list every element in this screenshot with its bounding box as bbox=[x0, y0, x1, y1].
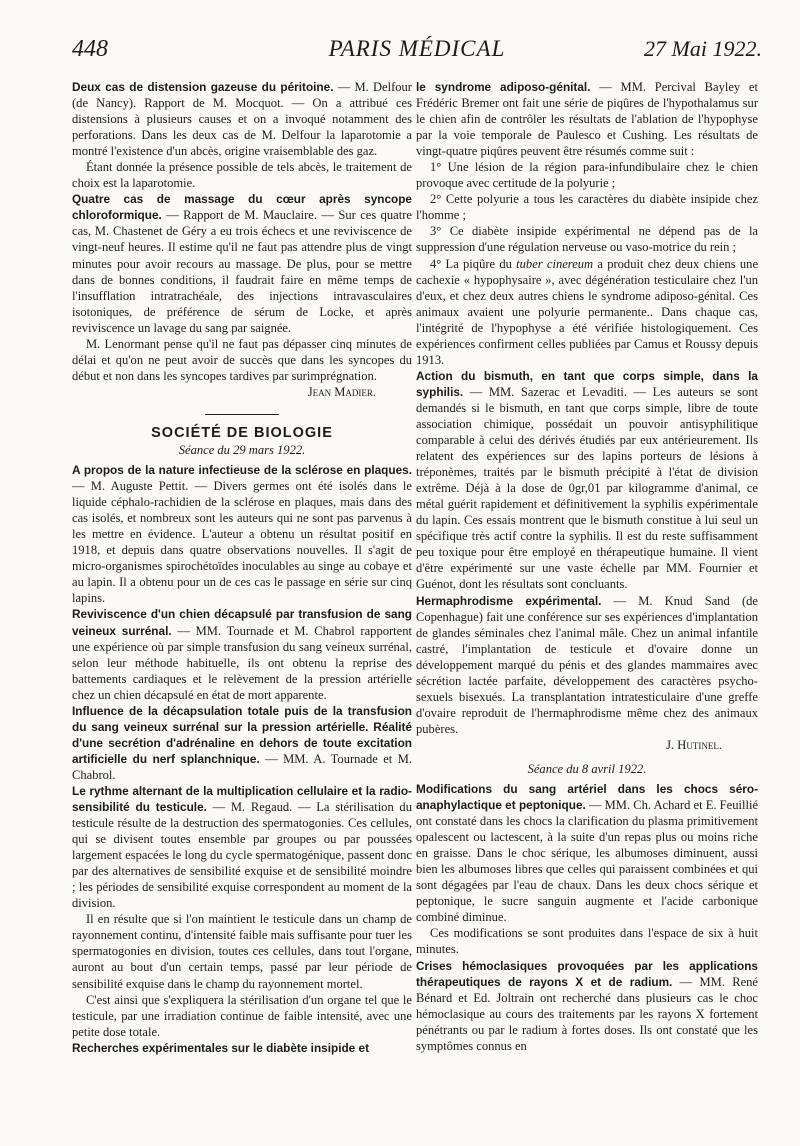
article-hermaphrodisme bbox=[416, 593, 758, 737]
article-title: Modifications du sang artériel dans les chocs séro-anaphylactique et peptonique. bbox=[416, 782, 758, 813]
article-title: le syndrome adiposo-génital. bbox=[416, 80, 591, 94]
article-crises-hemoclasiques bbox=[416, 958, 758, 1054]
article-body: — M. Regaud. — La stérilisation du testicule résulte de la destruction des spermatogonies. Ces cellules, qui se divisent toutes ensemble par groupes ou par poussées largement espacées le long du cycle spermatogénique, passent donc par des alternatives de sensibilité exquise et de sensibilité moindre ; les périodes de sensibilité exquise correspondent au moment de la division. bbox=[72, 800, 412, 911]
article-body: — MM. Tournade et M. Chabrol rapportent une expérience où par simple transfusion du sang veineux surrénal, selon leur méthode habituelle, ils ont obtenu la reprise des battements cardiaques et le relèvement de la pression artérielle chez un chien décapsulé en état de mort apparente. bbox=[72, 623, 412, 702]
article-reviviscence bbox=[72, 606, 412, 702]
article-sclerose bbox=[72, 462, 412, 606]
session-date: Séance du 29 mars 1922. bbox=[178, 442, 306, 457]
signature: Jean Madier. bbox=[307, 384, 376, 399]
article-diabete-start bbox=[72, 1040, 412, 1056]
article-body: — MM. Sazerac et Levaditi. — Les auteurs se sont demandés si le bismuth, en tant que corps simple, libre de toute association chimique, possédait un pouvoir antisyphilitique comparable à celui des dérivés étudiés par eux antérieurement. Ils relatent des expériences sur des lapins porteurs de lésions à tréponèmes, traités par le bismuth précipité à l'état de division extrême. Déjà à la dose de 0gr,01 par kilogramme d'animal, ce métal guérit rapidement et définitivement la syphilis expérimentale du lapin. Ces essais montrent que le bismuth constitue à lui seul un spécifique très actif contre la syphilis. Il est du reste suffisamment peu toxique pour être employé en thérapeutique humaine. Il vient d'être expérimenté sur une vaste échelle par MM. Fournier et Guénot, dont les résultats sont concluants. bbox=[416, 384, 758, 592]
section-title: SOCIÉTÉ DE BIOLOGIE bbox=[151, 424, 333, 441]
paragraph: C'est ainsi que s'expliquera la stérilisation d'un organe tel que le testicule, par une irradiation continue de faible intensité, avec une petite dose totale. bbox=[72, 992, 412, 1039]
article-title: Quatre cas de massage du cœur après syncope chloroformique. bbox=[72, 192, 412, 223]
right-column bbox=[416, 79, 758, 1054]
article-body: — M. Auguste Pettit. — Divers germes ont été isolés dans le liquide céphalo-rachidien de la sclérose en plaques, mais dans des cas isolés, et nombreux sont les auteurs qui ne sont pas parvenus à les mettre en évidence. L'auteur a obtenu un résultat positif en 1918, et depuis dans quatre observations nouvelles. Il s'agit de micro-organismes spirochétoïdes inoculables au singe au cobaye et au lapin. Il a obtenu pour un de ces cas le passage en série sur cinq lapins. bbox=[72, 479, 412, 606]
page-number: 448 bbox=[72, 36, 108, 62]
list-item: 3° Ce diabète insipide expérimental ne dépend pas de la suppression d'une régulation nerveuse ou vaso-motrice du rein ; bbox=[416, 224, 758, 255]
paragraph: Il en résulte que si l'on maintient le testicule dans un champ de rayonnement continu, d'intensité faible mais suffisante pour tuer les spermatogonies en division, toutes ces cellules, dans tout l'organe, auront au bout d'un certain temps, passé par leur période de sensibilité exquise dans le champ du rayonnement mortel. bbox=[72, 912, 412, 991]
article-title: Recherches expérimentales sur le diabète insipide et bbox=[72, 1040, 370, 1055]
article-body: — MM. A. Tournade et M. Chabrol. bbox=[72, 751, 412, 782]
article-body: — MM. Percival Bayley et Frédéric Bremer ont fait une série de piqûres de l'hypothalamus sur le chien afin de contrôler les résultats de l'ablation de l'hypophyse par la voie temporale de Paulesco et Cushing. Les résultats de vingt-quatre piqûres peuvent être résumés comme suit : bbox=[416, 80, 758, 159]
article-rythme bbox=[72, 783, 412, 911]
article-title: Reviviscence d'un chien décapsulé par transfusion de sang veineux surrénal. bbox=[72, 607, 412, 638]
article-body: — MM. René Bénard et Ed. Joltrain ont recherché dans plusieurs cas le choc hémoclasique au cours des traitements par les rayons X fortement pénétrants ou par le radium à fortes doses. Ils ont constaté que les symptômes connus en bbox=[416, 974, 758, 1053]
article-body: — M. Knud Sand (de Copenhague) fait une conférence sur ses expériences d'implantation de glandes séminales chez l'animal mâle. Chez un animal infantile castré, l'implantation de testicule et d'ovaire donne un développement marqué du pénis et des glandes mammaires avec sécrétion lactée parfaite, développement des caractères psycho-sexuels bisexués. La transplantation intratesticulaire d'une greffe d'ovaire reproduit de l'hermaphrodisme même chez des animaux pubères. bbox=[416, 593, 758, 736]
paragraph: Ces modifications se sont produites dans l'espace de six à huit minutes. bbox=[416, 926, 758, 957]
article-diabete bbox=[416, 79, 758, 159]
article-sang-arteriel bbox=[416, 781, 758, 925]
list-item-text: 4° La piqûre du bbox=[430, 256, 517, 271]
article-title: Le rythme alternant de la multiplication cellulaire et la radio-sensibilité du testicule. bbox=[72, 783, 412, 815]
page-header bbox=[72, 36, 762, 72]
list-item: 2° Cette polyurie a tous les caractères du diabète insipide chez l'homme ; bbox=[416, 192, 758, 223]
issue-date: 27 Mai 1922. bbox=[644, 36, 762, 61]
article-body: — M. Delfour (de Nancy). Rapport de M. Mocquot. — On a attribué ces distensions à plusieurs causes et on a invoqué notamment des perforations. Dans les deux cas de M. Delfour la laparotomie a montré l'existence d'un abcès, origine vraisemblable des gaz. bbox=[72, 80, 412, 159]
article-decapsulation bbox=[72, 703, 412, 783]
list-item-text: a produit chez deux chiens une cachexie « hypophysaire », avec dégénération testiculaire chez l'un d'eux, et chez deux autres chiens le syndrome adiposo-génital. Ces animaux avaient une polyurie permanente.. Dans chaque cas, l'intégrité de l'hypophyse a été vérifiée histologiquement. Ces expériences confirment celles publiées par Camus et Roussy depuis 1913. bbox=[416, 256, 759, 367]
article-body: — Rapport de M. Mauclaire. — Sur ces quatre cas, M. Chastenet de Géry a eu trois échecs et une reviviscence de vingt-neuf heures. Il estime qu'il ne faut pas attendre plus de vingt minutes pour avoir recours au massage. De plus, pour se mettre dans de bonnes conditions, il faudrait faire en même temps de l'insufflation intratrachéale, des injections intravasculaires isotoniques, de préférence de sérum de Locke, et après reviviscence un lavage du sang par saignée. bbox=[72, 208, 412, 335]
article-title: Hermaphrodisme expérimental. bbox=[416, 593, 602, 608]
article-bismuth bbox=[416, 368, 758, 593]
article-body: — MM. Ch. Achard et E. Feuillié ont constaté dans les chocs la clarification du plasma primitivement opalescent ou lactescent, à la suite d'un repas plus ou moins riche en graisse. Dans le choc sérique, les albumoses diminuent, aussi bien les albumoses libres que celles qui paraissent combinées et qui sont dégagées par l'eau de chaux. Dans les deux chocs sérique et peptonique, le sucre sanguin augmente et l'acide carbonique combiné diminue. bbox=[416, 798, 759, 925]
article-title: Crises hémoclasiques provoquées par les applications thérapeutiques de rayons X et de radium. bbox=[416, 958, 758, 989]
paragraph: M. Lenormant pense qu'il ne faut pas dépasser cinq minutes de délai et qu'on ne peut avoir de succès que dans les syncopes du début et non dans les syncopes tardives par surimprégnation. bbox=[72, 336, 412, 383]
article-massage-coeur bbox=[72, 191, 412, 335]
journal-title: PARIS MÉDICAL bbox=[328, 36, 506, 61]
section-divider bbox=[205, 414, 279, 415]
article-delfour bbox=[72, 79, 412, 159]
article-title: Action du bismuth, en tant que corps simple, dans la syphilis. bbox=[416, 368, 758, 399]
list-item-italic: tuber cinereum bbox=[516, 256, 594, 271]
list-item: 1° Une lésion de la région para-infundibulaire chez le chien provoque avec certitude de la polyurie ; bbox=[416, 160, 758, 191]
session-date: Séance du 8 avril 1922. bbox=[527, 761, 647, 776]
left-column bbox=[72, 79, 412, 1056]
signature: J. Hutinel. bbox=[666, 737, 722, 752]
paragraph: Étant donnée la présence possible de tels abcès, le traitement de choix est la laparotomie. bbox=[72, 160, 412, 191]
article-title: Deux cas de distension gazeuse du péritoine. bbox=[72, 80, 334, 94]
list-item bbox=[416, 256, 758, 368]
article-title: A propos de la nature infectieuse de la sclérose en plaques. bbox=[72, 463, 412, 478]
article-title: Influence de la décapsulation totale puis de la transfusion du sang veineux surrénal sur la pression artérielle. Réalité d'une secrétion d'adrénaline en dehors de toute excitation artificielle du nerf splanchnique. bbox=[72, 703, 412, 766]
